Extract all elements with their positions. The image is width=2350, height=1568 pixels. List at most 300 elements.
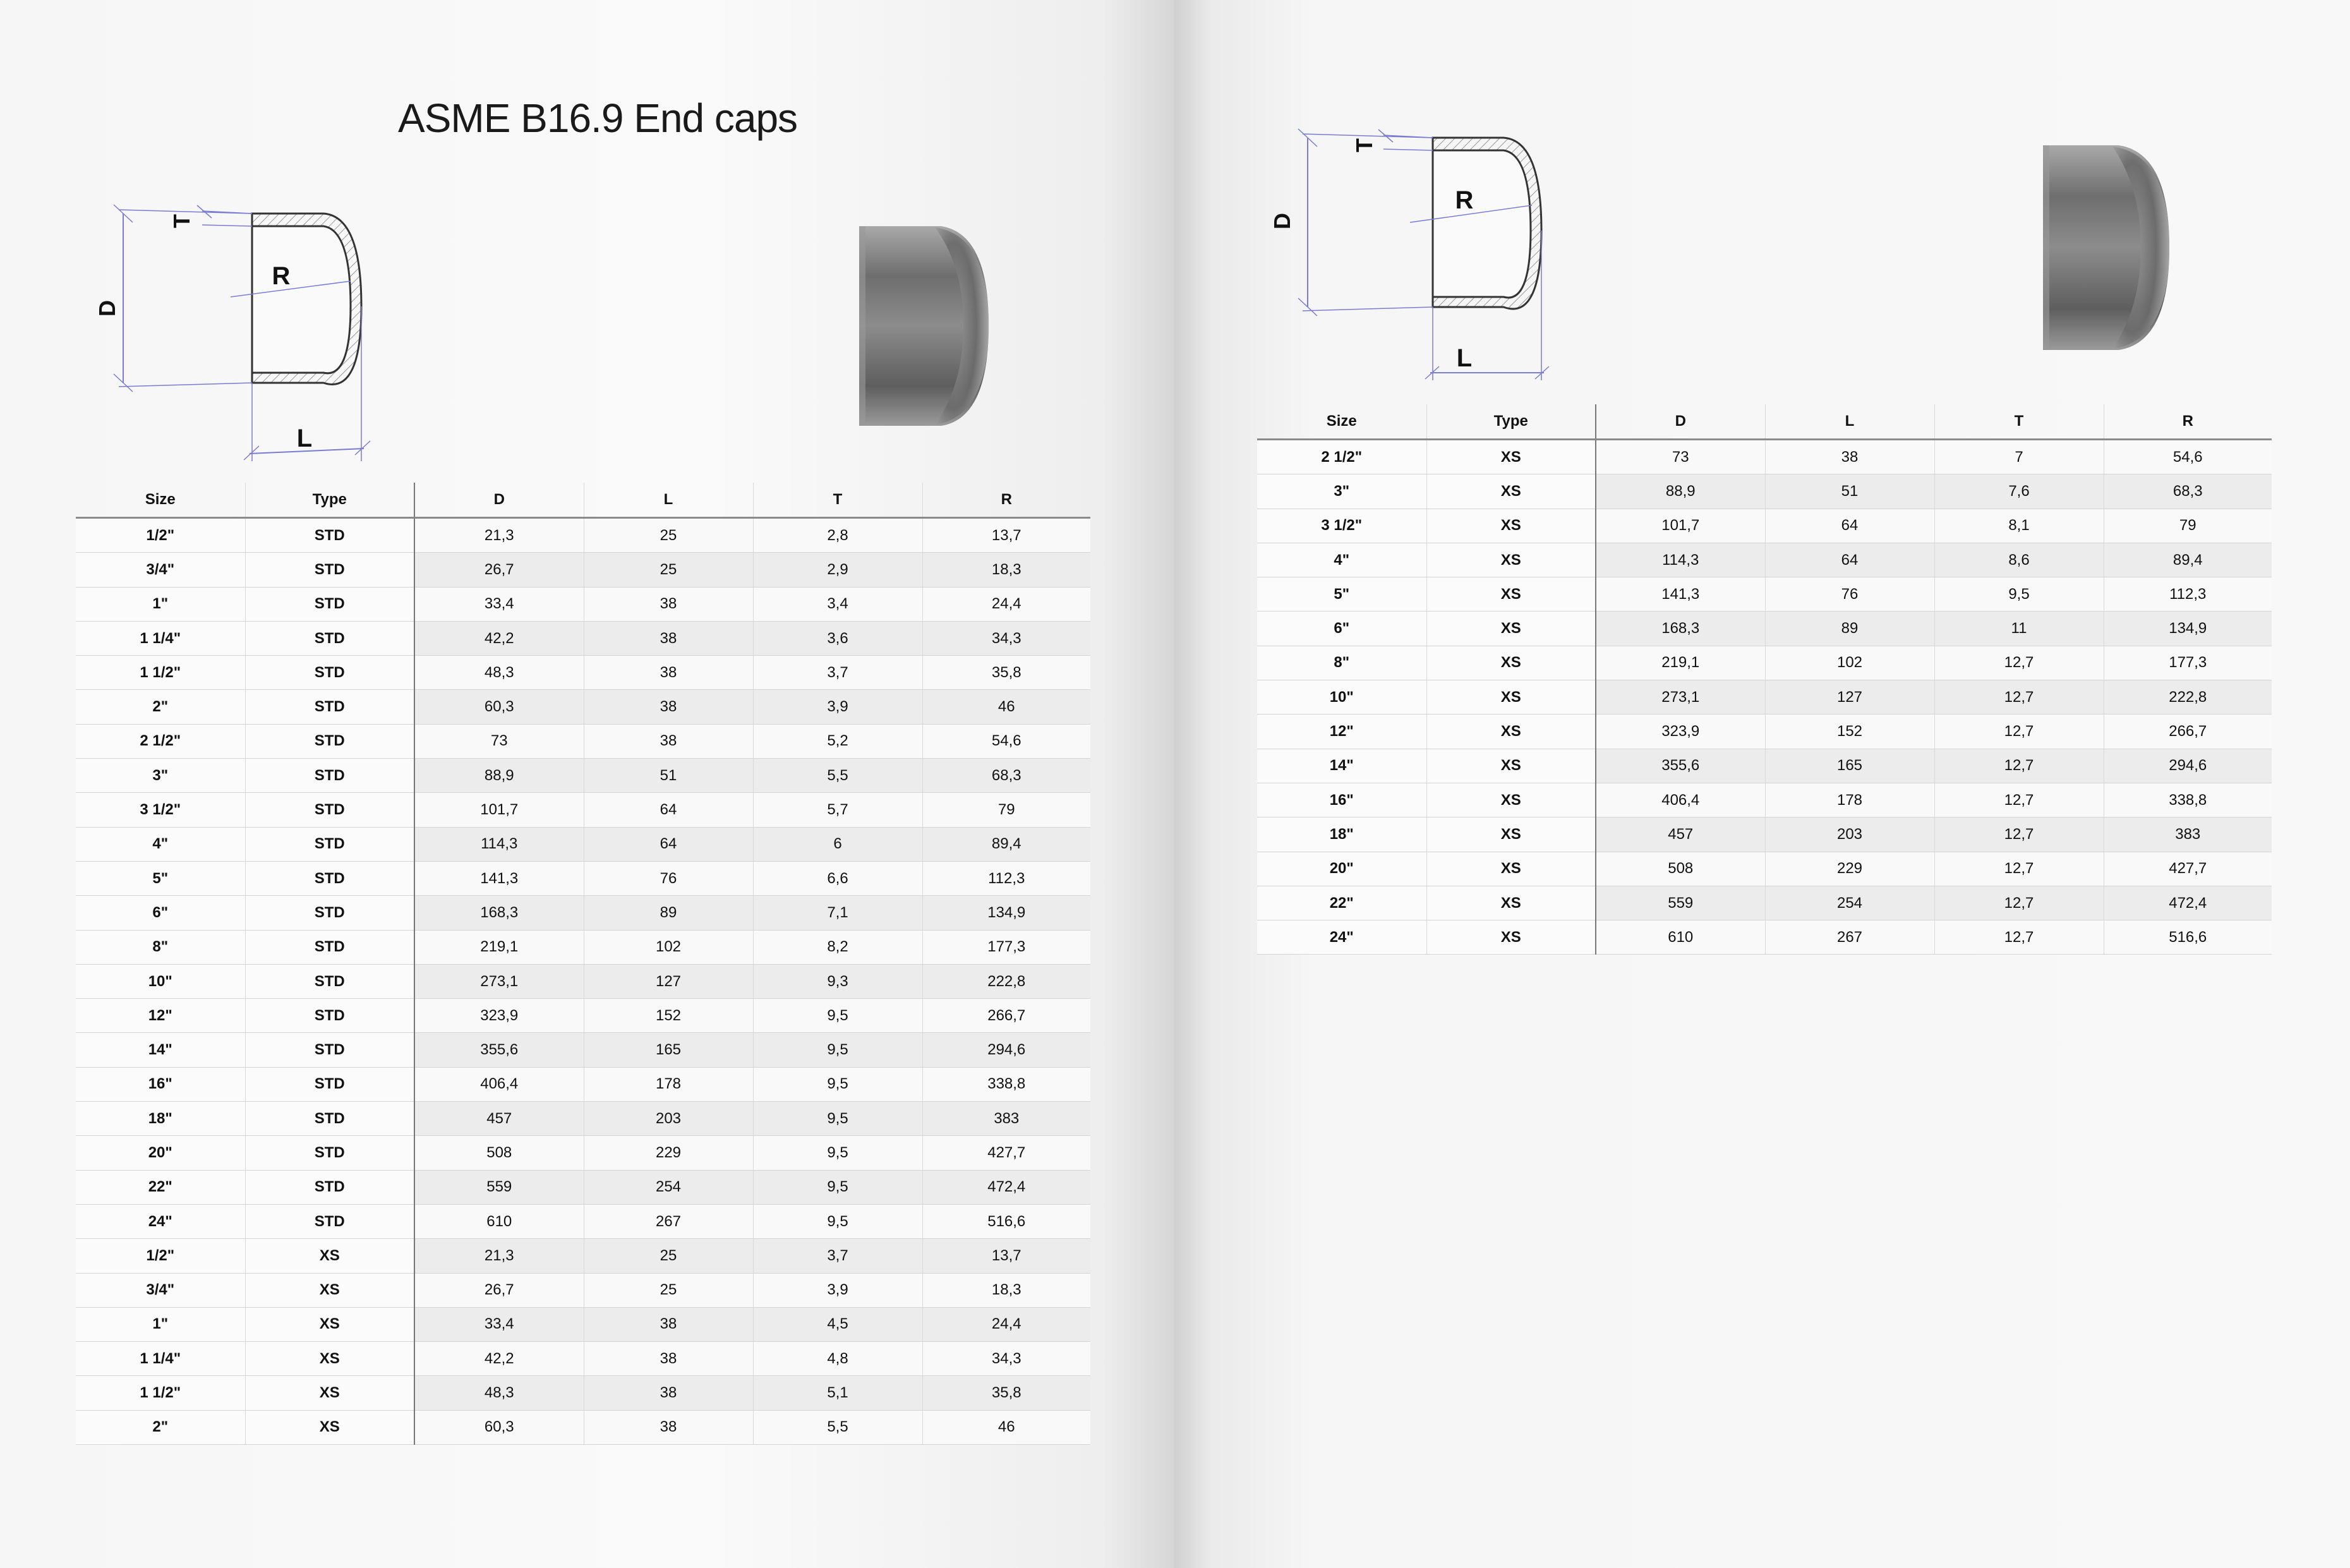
col-d: D [1596, 404, 1765, 440]
cell-d: 610 [1596, 920, 1765, 955]
cell-size: 1" [76, 587, 245, 621]
cell-size: 1 1/2" [76, 1376, 245, 1410]
table-row [76, 1033, 1090, 1067]
cell-d: 141,3 [1596, 577, 1765, 612]
table-row [1257, 886, 2272, 920]
table-row [76, 621, 1090, 655]
label-r: R [272, 262, 291, 290]
col-size: Size [1257, 404, 1426, 440]
right-spec-table [1257, 404, 2272, 955]
cell-type: XS [245, 1273, 414, 1307]
cell-size: 8" [76, 930, 245, 964]
cell-d: 101,7 [414, 793, 584, 827]
cell-l: 178 [584, 1067, 753, 1101]
cell-r: 294,6 [922, 1033, 1090, 1067]
cell-size: 18" [76, 1102, 245, 1136]
cell-size: 3" [76, 759, 245, 793]
cell-type: STD [245, 793, 414, 827]
cell-l: 102 [1765, 646, 1934, 680]
cell-l: 38 [584, 656, 753, 690]
cell-type: XS [1426, 577, 1596, 612]
table-row [1257, 749, 2272, 783]
cell-t: 9,5 [1934, 577, 2104, 612]
cell-t: 12,7 [1934, 783, 2104, 817]
cell-r: 34,3 [922, 621, 1090, 655]
cell-r: 34,3 [922, 1342, 1090, 1376]
right-page [1174, 0, 2350, 1568]
cell-r: 54,6 [2104, 440, 2272, 474]
table-row [76, 1376, 1090, 1410]
cell-d: 33,4 [414, 1307, 584, 1341]
cell-size: 1 1/4" [76, 621, 245, 655]
table-row [76, 861, 1090, 895]
col-d: D [414, 483, 584, 518]
cell-l: 127 [1765, 680, 1934, 715]
cell-d: 559 [1596, 886, 1765, 920]
cell-l: 178 [1765, 783, 1934, 817]
cell-r: 427,7 [2104, 852, 2272, 886]
cell-type: XS [1426, 680, 1596, 715]
cell-r: 516,6 [2104, 920, 2272, 955]
cell-d: 406,4 [1596, 783, 1765, 817]
left-spec-table [76, 483, 1090, 1445]
table-row [76, 1102, 1090, 1136]
cell-t: 9,5 [753, 1033, 922, 1067]
cell-l: 38 [584, 690, 753, 724]
cell-size: 14" [1257, 749, 1426, 783]
cell-r: 46 [922, 1410, 1090, 1444]
cell-type: STD [245, 587, 414, 621]
cell-size: 10" [1257, 680, 1426, 715]
table-row [76, 690, 1090, 724]
cell-type: STD [245, 1067, 414, 1101]
cell-size: 22" [1257, 886, 1426, 920]
cell-r: 177,3 [2104, 646, 2272, 680]
label-d: D [1269, 213, 1295, 229]
cell-l: 203 [584, 1102, 753, 1136]
cell-r: 338,8 [922, 1067, 1090, 1101]
cell-l: 76 [1765, 577, 1934, 612]
cell-size: 3" [1257, 474, 1426, 509]
label-t: T [169, 214, 195, 228]
cell-size: 1/2" [76, 518, 245, 553]
cell-r: 134,9 [922, 896, 1090, 930]
cell-type: XS [1426, 715, 1596, 749]
cell-d: 114,3 [414, 827, 584, 861]
cell-d: 508 [1596, 852, 1765, 886]
cell-type: STD [245, 759, 414, 793]
cell-size: 10" [76, 964, 245, 998]
table-row [76, 793, 1090, 827]
cell-r: 13,7 [922, 1239, 1090, 1273]
cell-d: 73 [1596, 440, 1765, 474]
cell-type: XS [1426, 783, 1596, 817]
cell-type: XS [1426, 886, 1596, 920]
cell-d: 508 [414, 1136, 584, 1170]
cell-r: 427,7 [922, 1136, 1090, 1170]
cell-r: 177,3 [922, 930, 1090, 964]
cell-size: 4" [1257, 543, 1426, 577]
cell-d: 273,1 [414, 964, 584, 998]
cell-r: 383 [922, 1102, 1090, 1136]
cell-size: 3/4" [76, 553, 245, 587]
cell-size: 1 1/4" [76, 1342, 245, 1376]
cell-l: 51 [584, 759, 753, 793]
cell-l: 64 [584, 793, 753, 827]
cell-r: 472,4 [922, 1170, 1090, 1204]
cell-r: 24,4 [922, 587, 1090, 621]
label-t: T [1351, 138, 1377, 152]
cell-t: 2,8 [753, 518, 922, 553]
table-row [1257, 440, 2272, 474]
cell-t: 12,7 [1934, 749, 2104, 783]
cell-size: 1" [76, 1307, 245, 1341]
cell-size: 14" [76, 1033, 245, 1067]
cell-d: 26,7 [414, 1273, 584, 1307]
cell-t: 5,7 [753, 793, 922, 827]
cell-t: 3,7 [753, 656, 922, 690]
cell-type: STD [245, 1136, 414, 1170]
cell-size: 18" [1257, 817, 1426, 852]
cell-t: 3,9 [753, 690, 922, 724]
table-row [76, 896, 1090, 930]
col-t: T [1934, 404, 2104, 440]
cell-t: 9,5 [753, 1102, 922, 1136]
table-row [76, 724, 1090, 758]
table-row [76, 1307, 1090, 1341]
cell-r: 89,4 [922, 827, 1090, 861]
cell-type: STD [245, 999, 414, 1033]
cell-type: STD [245, 930, 414, 964]
cell-l: 38 [584, 587, 753, 621]
cell-d: 610 [414, 1204, 584, 1238]
cell-size: 12" [76, 999, 245, 1033]
cell-t: 12,7 [1934, 852, 2104, 886]
cell-l: 165 [584, 1033, 753, 1067]
cell-d: 73 [414, 724, 584, 758]
label-d: D [94, 300, 120, 317]
cell-t: 6,6 [753, 861, 922, 895]
cell-l: 267 [1765, 920, 1934, 955]
table-row [76, 1342, 1090, 1376]
table-row [76, 1204, 1090, 1238]
cell-d: 219,1 [1596, 646, 1765, 680]
col-r: R [922, 483, 1090, 518]
cell-t: 9,5 [753, 1136, 922, 1170]
cell-l: 38 [584, 724, 753, 758]
col-r: R [2104, 404, 2272, 440]
table-row [76, 1067, 1090, 1101]
cell-type: XS [1426, 509, 1596, 543]
col-l: L [1765, 404, 1934, 440]
cell-l: 203 [1765, 817, 1934, 852]
cell-size: 1/2" [76, 1239, 245, 1273]
table-row [1257, 852, 2272, 886]
end-cap-drawing [1269, 120, 1567, 392]
table-header [1257, 404, 2272, 440]
cell-l: 38 [584, 1342, 753, 1376]
cell-l: 38 [1765, 440, 1934, 474]
end-cap-drawing [88, 190, 379, 467]
cell-r: 35,8 [922, 1376, 1090, 1410]
left-page [0, 0, 1174, 1568]
cell-size: 2 1/2" [76, 724, 245, 758]
cell-l: 267 [584, 1204, 753, 1238]
cell-type: XS [245, 1342, 414, 1376]
cell-d: 323,9 [414, 999, 584, 1033]
cell-l: 25 [584, 1273, 753, 1307]
cell-type: XS [1426, 440, 1596, 474]
cell-size: 3 1/2" [76, 793, 245, 827]
cell-size: 4" [76, 827, 245, 861]
cell-l: 64 [1765, 509, 1934, 543]
table-row [1257, 680, 2272, 715]
cell-l: 152 [1765, 715, 1934, 749]
cell-d: 168,3 [1596, 612, 1765, 646]
table-row [1257, 715, 2272, 749]
cell-t: 8,1 [1934, 509, 2104, 543]
cell-r: 79 [922, 793, 1090, 827]
cell-t: 5,5 [753, 759, 922, 793]
cell-size: 3/4" [76, 1273, 245, 1307]
cell-l: 76 [584, 861, 753, 895]
cell-size: 6" [76, 896, 245, 930]
cell-l: 127 [584, 964, 753, 998]
cell-d: 323,9 [1596, 715, 1765, 749]
cell-t: 12,7 [1934, 920, 2104, 955]
cell-t: 12,7 [1934, 646, 2104, 680]
table-row [76, 656, 1090, 690]
cell-t: 6 [753, 827, 922, 861]
cell-t: 12,7 [1934, 680, 2104, 715]
cell-r: 294,6 [2104, 749, 2272, 783]
cell-r: 338,8 [2104, 783, 2272, 817]
cell-size: 16" [76, 1067, 245, 1101]
cell-type: XS [1426, 543, 1596, 577]
cell-d: 273,1 [1596, 680, 1765, 715]
cell-t: 3,9 [753, 1273, 922, 1307]
cell-type: STD [245, 1033, 414, 1067]
cell-type: XS [1426, 749, 1596, 783]
cell-l: 152 [584, 999, 753, 1033]
cell-type: STD [245, 621, 414, 655]
cell-t: 8,6 [1934, 543, 2104, 577]
page-title: ASME B16.9 End caps [398, 95, 798, 141]
cell-size: 20" [1257, 852, 1426, 886]
table-row [76, 587, 1090, 621]
cell-r: 516,6 [922, 1204, 1090, 1238]
cell-r: 46 [922, 690, 1090, 724]
cell-t: 3,4 [753, 587, 922, 621]
cell-size: 3 1/2" [1257, 509, 1426, 543]
cell-d: 60,3 [414, 1410, 584, 1444]
cell-type: STD [245, 1170, 414, 1204]
cell-type: XS [245, 1376, 414, 1410]
cell-type: XS [1426, 646, 1596, 680]
cell-r: 472,4 [2104, 886, 2272, 920]
cell-t: 4,5 [753, 1307, 922, 1341]
cell-type: STD [245, 964, 414, 998]
cell-d: 457 [414, 1102, 584, 1136]
cell-t: 7 [1934, 440, 2104, 474]
table-row [76, 553, 1090, 587]
cell-r: 266,7 [922, 999, 1090, 1033]
cell-t: 9,5 [753, 1067, 922, 1101]
table-row [76, 999, 1090, 1033]
cell-t: 5,2 [753, 724, 922, 758]
label-l: L [296, 425, 313, 452]
cell-t: 5,1 [753, 1376, 922, 1410]
cell-type: STD [245, 827, 414, 861]
col-type: Type [1426, 404, 1596, 440]
table-row [76, 1136, 1090, 1170]
cell-r: 35,8 [922, 656, 1090, 690]
table-row [76, 1410, 1090, 1444]
cell-type: STD [245, 724, 414, 758]
cell-l: 38 [584, 621, 753, 655]
cell-size: 12" [1257, 715, 1426, 749]
cell-d: 219,1 [414, 930, 584, 964]
cell-r: 89,4 [2104, 543, 2272, 577]
cell-l: 51 [1765, 474, 1934, 509]
cell-r: 79 [2104, 509, 2272, 543]
cell-type: STD [245, 861, 414, 895]
cell-type: XS [1426, 920, 1596, 955]
table-row [76, 827, 1090, 861]
cell-size: 6" [1257, 612, 1426, 646]
cell-type: STD [245, 690, 414, 724]
cell-r: 68,3 [2104, 474, 2272, 509]
cell-d: 101,7 [1596, 509, 1765, 543]
table-row [76, 930, 1090, 964]
cell-size: 24" [76, 1204, 245, 1238]
cell-t: 8,2 [753, 930, 922, 964]
cell-d: 88,9 [1596, 474, 1765, 509]
cell-d: 60,3 [414, 690, 584, 724]
cell-d: 33,4 [414, 587, 584, 621]
cell-d: 559 [414, 1170, 584, 1204]
cell-type: STD [245, 1204, 414, 1238]
cell-l: 64 [1765, 543, 1934, 577]
cell-type: XS [1426, 474, 1596, 509]
cell-size: 2 1/2" [1257, 440, 1426, 474]
cell-r: 18,3 [922, 1273, 1090, 1307]
table-row [1257, 817, 2272, 852]
cell-r: 266,7 [2104, 715, 2272, 749]
cell-l: 25 [584, 1239, 753, 1273]
cell-d: 48,3 [414, 1376, 584, 1410]
cell-r: 112,3 [922, 861, 1090, 895]
cell-t: 4,8 [753, 1342, 922, 1376]
table-row [76, 759, 1090, 793]
cell-l: 254 [1765, 886, 1934, 920]
cell-d: 48,3 [414, 656, 584, 690]
cell-r: 18,3 [922, 553, 1090, 587]
table-row [1257, 474, 2272, 509]
cell-d: 21,3 [414, 1239, 584, 1273]
cell-size: 24" [1257, 920, 1426, 955]
cell-l: 89 [584, 896, 753, 930]
cell-type: STD [245, 656, 414, 690]
cell-size: 2" [76, 1410, 245, 1444]
cell-type: STD [245, 553, 414, 587]
cell-d: 42,2 [414, 1342, 584, 1376]
cell-r: 13,7 [922, 518, 1090, 553]
cell-d: 26,7 [414, 553, 584, 587]
cell-t: 9,5 [753, 1170, 922, 1204]
cell-d: 457 [1596, 817, 1765, 852]
cell-r: 134,9 [2104, 612, 2272, 646]
cell-l: 254 [584, 1170, 753, 1204]
cell-type: STD [245, 896, 414, 930]
cell-type: STD [245, 1102, 414, 1136]
cell-t: 3,7 [753, 1239, 922, 1273]
cell-l: 38 [584, 1376, 753, 1410]
cell-l: 38 [584, 1307, 753, 1341]
cell-type: XS [245, 1307, 414, 1341]
cell-l: 229 [1765, 852, 1934, 886]
cell-l: 25 [584, 553, 753, 587]
cell-type: XS [1426, 852, 1596, 886]
table-row [1257, 646, 2272, 680]
cell-t: 12,7 [1934, 715, 2104, 749]
cell-l: 165 [1765, 749, 1934, 783]
table-row [76, 1170, 1090, 1204]
table-row [76, 964, 1090, 998]
cell-d: 88,9 [414, 759, 584, 793]
cell-t: 7,1 [753, 896, 922, 930]
cell-t: 2,9 [753, 553, 922, 587]
cell-size: 22" [76, 1170, 245, 1204]
cell-type: XS [245, 1239, 414, 1273]
cell-t: 9,5 [753, 999, 922, 1033]
cell-d: 114,3 [1596, 543, 1765, 577]
label-r: R [1455, 186, 1474, 214]
cell-size: 20" [76, 1136, 245, 1170]
cell-t: 11 [1934, 612, 2104, 646]
cell-r: 222,8 [2104, 680, 2272, 715]
cell-t: 12,7 [1934, 817, 2104, 852]
table-row [1257, 543, 2272, 577]
table-row [76, 1273, 1090, 1307]
cell-t: 12,7 [1934, 886, 2104, 920]
col-t: T [753, 483, 922, 518]
cell-size: 2" [76, 690, 245, 724]
cell-size: 8" [1257, 646, 1426, 680]
cell-d: 355,6 [1596, 749, 1765, 783]
cell-r: 24,4 [922, 1307, 1090, 1341]
table-row [1257, 612, 2272, 646]
cell-type: XS [1426, 612, 1596, 646]
table-row [1257, 509, 2272, 543]
cell-d: 406,4 [414, 1067, 584, 1101]
cell-t: 9,3 [753, 964, 922, 998]
table-row [1257, 577, 2272, 612]
table-header [76, 483, 1090, 518]
cell-r: 383 [2104, 817, 2272, 852]
end-cap-photo [2037, 140, 2176, 355]
cell-size: 5" [76, 861, 245, 895]
cell-l: 229 [584, 1136, 753, 1170]
cell-d: 168,3 [414, 896, 584, 930]
col-type: Type [245, 483, 414, 518]
cell-d: 355,6 [414, 1033, 584, 1067]
cell-t: 5,5 [753, 1410, 922, 1444]
cell-d: 42,2 [414, 621, 584, 655]
cell-size: 1 1/2" [76, 656, 245, 690]
cell-t: 3,6 [753, 621, 922, 655]
cell-r: 112,3 [2104, 577, 2272, 612]
